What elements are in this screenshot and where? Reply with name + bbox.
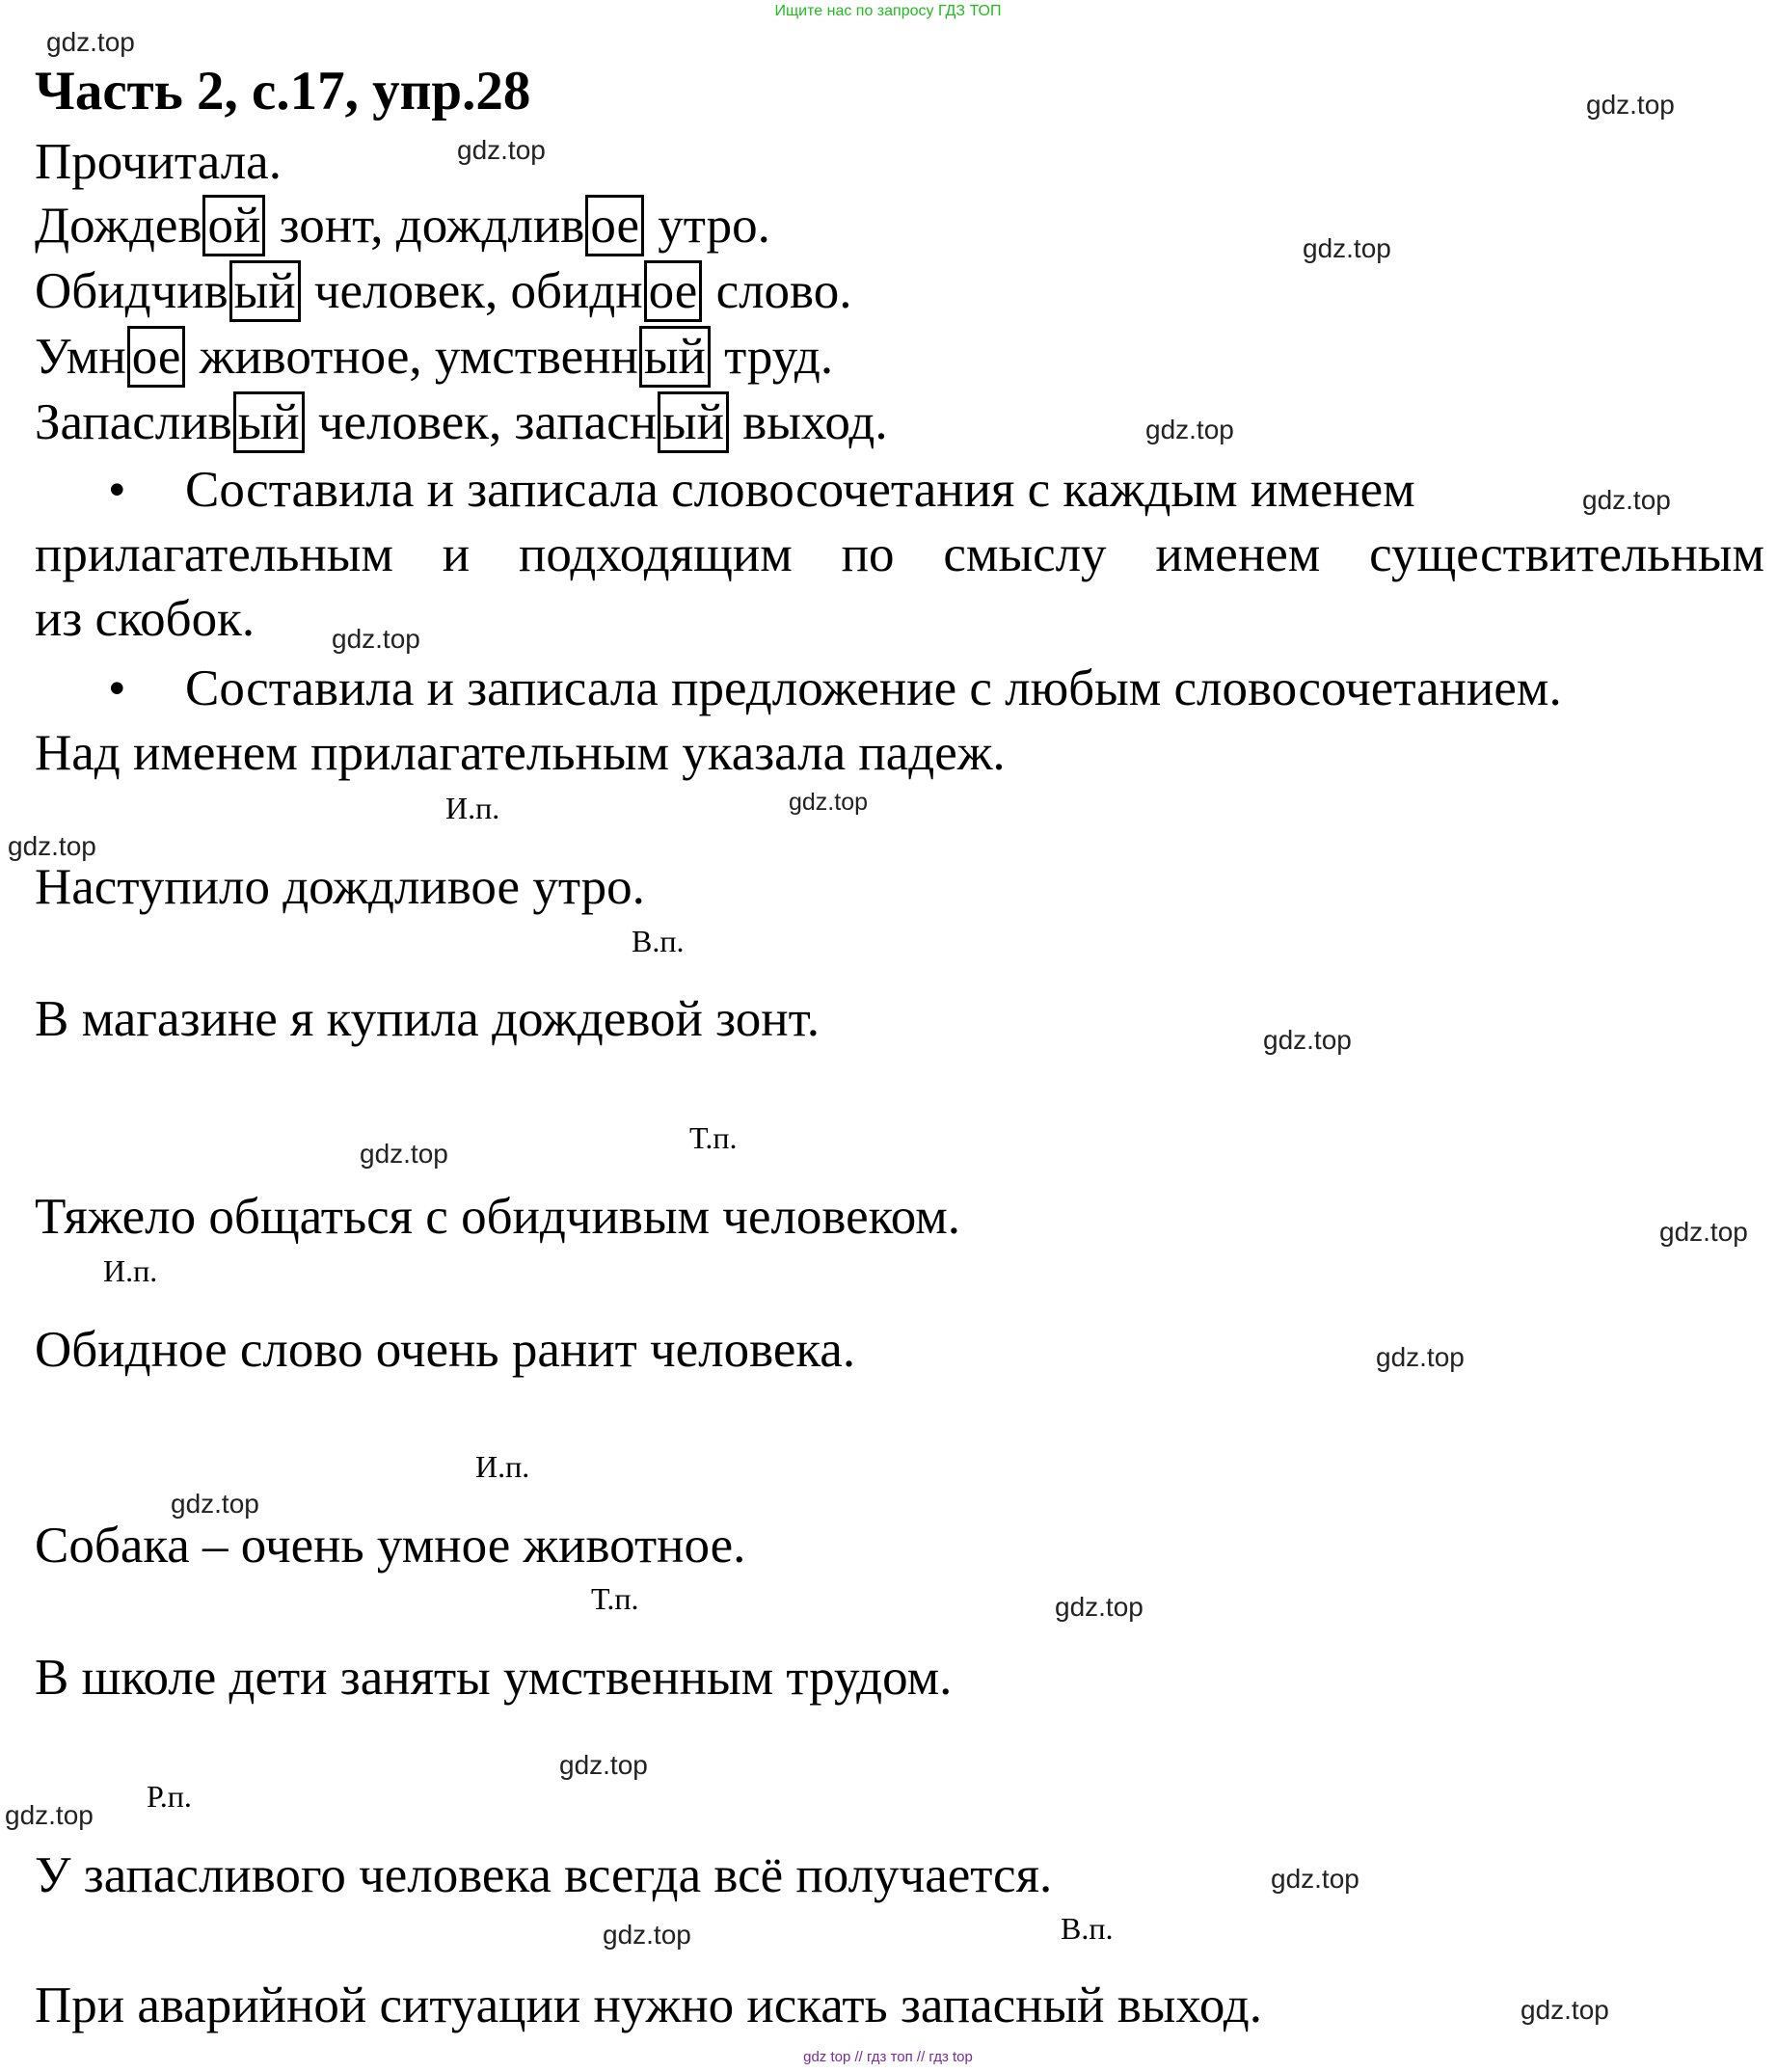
watermark: gdz.top [46, 27, 135, 57]
sentence: В школе дети заняты умственным трудом. [35, 1650, 953, 1706]
word-pair-line: Умн ое животное, умственн ый труд. [35, 328, 833, 386]
boxed-ending: ый [233, 391, 305, 453]
task-1-line-2: прилагательным и подходящим по смыслу именем существительным [35, 526, 1764, 582]
bullet-icon: • [108, 462, 126, 518]
case-label: В.п. [1061, 1911, 1114, 1946]
boxed-ending: ое [585, 195, 644, 256]
case-label: Т.п. [689, 1120, 738, 1155]
watermark: gdz.top [1520, 1995, 1609, 2025]
case-label: Р.п. [147, 1779, 192, 1814]
bullet-icon: • [108, 660, 126, 716]
page-title: Часть 2, с.17, упр.28 [35, 61, 531, 121]
case-label: В.п. [632, 924, 685, 958]
word-pair-line: Дождев ой зонт, дождлив ое утро. [35, 197, 770, 255]
watermark: gdz.top [171, 1489, 259, 1519]
task-2-line-1: • Составила и записала предложение с любым словосочетанием. [108, 660, 1562, 716]
watermark: gdz.top [1659, 1217, 1748, 1247]
watermark: gdz.top [1303, 233, 1391, 263]
word-pair-line: Обидчив ый человек, обидн ое слово. [35, 262, 851, 320]
sentence: Обидное слово очень ранит человека. [35, 1322, 856, 1378]
case-label: И.п. [475, 1449, 530, 1484]
watermark: gdz.top [5, 1800, 94, 1830]
watermark: gdz.top [1263, 1025, 1352, 1055]
sentence: У запасливого человека всегда всё получается. [35, 1847, 1053, 1903]
footer: gdz top // гдз топ // гдз top [803, 2049, 973, 2065]
task-1-line-1: • Составила и записала словосочетания с каждым именем [108, 462, 1415, 518]
watermark: gdz.top [789, 789, 869, 816]
boxed-ending: ый [229, 260, 301, 322]
word-pair-line: Запаслив ый человек, запасн ый выход. [35, 393, 888, 451]
watermark: gdz.top [360, 1139, 448, 1169]
case-label: И.п. [445, 791, 500, 825]
watermark: gdz.top [603, 1920, 691, 1950]
watermark: gdz.top [1582, 485, 1671, 515]
task-2-line-2: Над именем прилагательным указала падеж. [35, 725, 1006, 781]
boxed-ending: ое [127, 326, 186, 388]
boxed-ending: ое [644, 260, 703, 322]
boxed-ending: ый [639, 326, 711, 388]
top-banner: Ищите нас по запросу ГДЗ ТОП [774, 3, 1002, 19]
sentence: Собака – очень умное животное. [35, 1518, 746, 1574]
watermark: gdz.top [1376, 1342, 1465, 1372]
watermark: gdz.top [457, 135, 546, 165]
sentence: В магазине я купила дождевой зонт. [35, 991, 821, 1047]
sentence: Наступило дождливое утро. [35, 859, 645, 915]
watermark: gdz.top [332, 624, 420, 654]
watermark: gdz.top [1271, 1864, 1359, 1894]
watermark: gdz.top [1586, 90, 1675, 120]
watermark: gdz.top [1055, 1592, 1144, 1622]
sentence: При аварийной ситуации нужно искать запасный выход. [35, 1978, 1263, 2033]
case-label: И.п. [103, 1253, 158, 1288]
watermark: gdz.top [559, 1750, 648, 1780]
watermark: gdz.top [8, 831, 96, 861]
intro-line: Прочитала. [35, 134, 282, 190]
case-label: Т.п. [591, 1581, 639, 1616]
watermark: gdz.top [1145, 415, 1234, 444]
boxed-ending: ой [202, 195, 265, 256]
sentence: Тяжело общаться с обидчивым человеком. [35, 1189, 961, 1245]
task-1-line-3: из скобок. [35, 591, 256, 647]
boxed-ending: ый [658, 391, 729, 453]
